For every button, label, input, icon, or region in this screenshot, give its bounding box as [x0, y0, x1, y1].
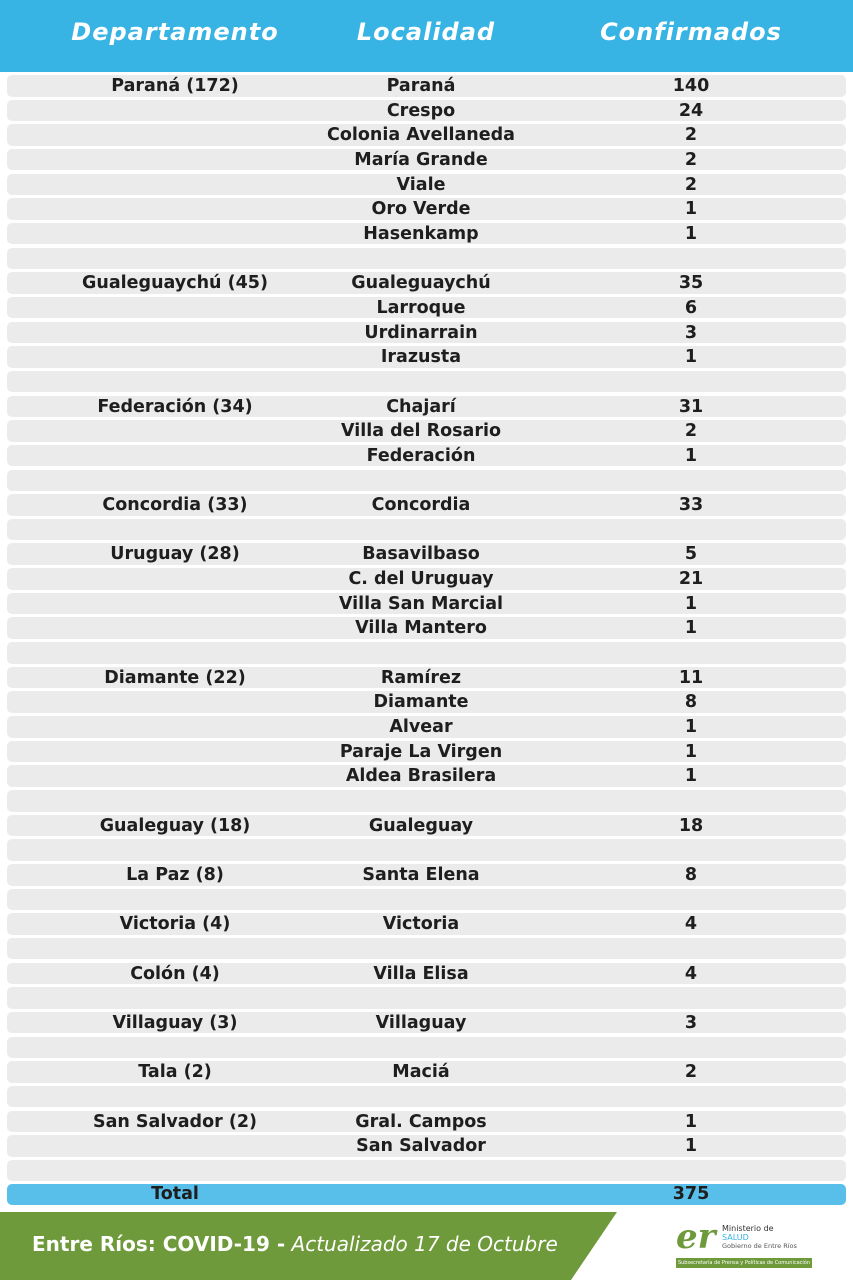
confirmed-cell: 2	[684, 125, 698, 146]
total-row	[7, 1184, 846, 1205]
table-row	[7, 1086, 846, 1108]
confirmed-cell: 1	[684, 199, 698, 220]
locality-cell: Maciá	[392, 1062, 450, 1083]
confirmed-cell: 6	[684, 297, 698, 318]
locality-cell: Larroque	[376, 297, 466, 318]
locality-cell: San Salvador	[356, 1136, 486, 1157]
locality-cell: Victoria	[382, 914, 460, 935]
table-row	[7, 741, 846, 763]
table-row	[7, 839, 846, 861]
confirmed-cell: 4	[684, 963, 698, 984]
table-row	[7, 716, 846, 738]
table-row	[7, 642, 846, 664]
confirmed-cell: 3	[684, 322, 698, 343]
confirmed-cell: 1	[684, 766, 698, 787]
confirmed-cell: 1	[684, 717, 698, 738]
confirmed-cell: 24	[678, 100, 704, 121]
locality-cell: Aldea Brasilera	[345, 766, 497, 787]
locality-cell: Gral. Campos	[355, 1111, 487, 1132]
table-row	[7, 790, 846, 812]
confirmed-cell: 3	[684, 1012, 698, 1033]
locality-cell: María Grande	[354, 149, 488, 170]
table-row	[7, 420, 846, 442]
confirmed-cell: 8	[684, 692, 698, 713]
locality-cell: Basavilbaso	[362, 544, 480, 565]
table-row	[7, 322, 846, 344]
confirmed-cell: 1	[684, 347, 698, 368]
department-cell: Gualeguay (18)	[99, 815, 251, 836]
locality-cell: Diamante	[373, 692, 469, 713]
logo-line3: Gobierno de Entre Ríos	[722, 1242, 797, 1250]
confirmed-cell: 2	[684, 1062, 698, 1083]
table-row	[7, 272, 846, 294]
locality-cell: Villa San Marcial	[338, 593, 504, 614]
table-row	[7, 1160, 846, 1182]
locality-cell: Crespo	[386, 100, 456, 121]
locality-cell: Villaguay	[375, 1012, 467, 1033]
confirmed-cell: 1	[684, 1136, 698, 1157]
locality-cell: Villa del Rosario	[341, 421, 501, 442]
confirmed-cell: 31	[678, 396, 704, 417]
confirmed-cell: 35	[678, 273, 704, 294]
department-cell: Victoria (4)	[119, 914, 231, 935]
table-row	[7, 124, 846, 146]
confirmed-cell: 5	[684, 544, 698, 565]
confirmed-cell: 1	[684, 593, 698, 614]
department-cell: Federación (34)	[97, 396, 253, 417]
table-row	[7, 75, 846, 97]
locality-cell: Viale	[396, 174, 446, 195]
locality-cell: Ramírez	[380, 667, 462, 688]
table-row	[7, 691, 846, 713]
table-row	[7, 174, 846, 196]
confirmed-cell: 1	[684, 618, 698, 639]
locality-cell: Hasenkamp	[363, 223, 479, 244]
locality-cell: Federación	[366, 445, 476, 466]
table-row	[7, 248, 846, 270]
table-row	[7, 346, 846, 368]
table-row	[7, 765, 846, 787]
table-row	[7, 470, 846, 492]
table-row	[7, 100, 846, 122]
confirmed-cell: 140	[672, 76, 710, 96]
department-cell: Paraná (172)	[111, 76, 239, 96]
department-cell: Concordia (33)	[102, 495, 248, 516]
locality-cell: Villa Mantero	[355, 618, 487, 639]
table-row	[7, 1037, 846, 1059]
table-body	[7, 75, 846, 1185]
header-departamento: Departamento	[71, 18, 279, 46]
er-logo-icon: er	[676, 1217, 716, 1257]
department-cell: Diamante (22)	[104, 667, 246, 688]
locality-cell: Paraná	[386, 76, 456, 96]
table-row	[7, 1135, 846, 1157]
locality-cell: Concordia	[371, 495, 471, 516]
confirmed-cell: 21	[678, 569, 704, 590]
table-row	[7, 938, 846, 960]
footer-title	[32, 1232, 558, 1256]
logo-band: Subsecretaría de Prensa y Políticas de Comunicación	[677, 1260, 811, 1266]
locality-cell: Paraje La Virgen	[339, 741, 503, 762]
locality-cell: Santa Elena	[362, 865, 480, 885]
confirmed-cell: 18	[678, 815, 704, 836]
locality-cell: Gualeguay	[368, 815, 474, 836]
locality-cell: Oro Verde	[371, 199, 471, 220]
table-row	[7, 864, 846, 886]
logo-line2: SALUD	[722, 1233, 749, 1242]
department-cell: Colón (4)	[130, 963, 220, 984]
locality-cell: Alvear	[389, 717, 453, 738]
locality-cell: C. del Uruguay	[348, 569, 494, 590]
department-cell: Villaguay (3)	[112, 1012, 238, 1033]
total-label: Total	[151, 1184, 199, 1204]
confirmed-cell: 2	[684, 421, 698, 442]
table-row	[7, 371, 846, 393]
table-row	[7, 617, 846, 639]
locality-cell: Urdinarrain	[364, 322, 478, 343]
locality-cell: Irazusta	[380, 347, 462, 368]
confirmed-cell: 1	[684, 445, 698, 466]
confirmed-cell: 2	[684, 149, 698, 170]
footer-title-main: Entre Ríos: COVID-19 -	[32, 1232, 286, 1256]
table-row	[7, 198, 846, 220]
footer-updated: Actualizado 17 de Octubre	[291, 1232, 558, 1256]
table-row	[7, 297, 846, 319]
department-cell: Tala (2)	[138, 1062, 212, 1083]
table-row	[7, 1061, 846, 1083]
ministerio-salud-logo	[672, 1218, 822, 1272]
confirmed-cell: 4	[684, 914, 698, 935]
table-row	[7, 1012, 846, 1034]
table-row	[7, 1111, 846, 1133]
table-row	[7, 149, 846, 171]
table-header	[0, 0, 853, 72]
table-row	[7, 963, 846, 985]
table-row	[7, 543, 846, 565]
total-value: 375	[672, 1184, 710, 1204]
table-row	[7, 519, 846, 541]
header-confirmados: Confirmados	[600, 18, 782, 46]
table-row	[7, 396, 846, 418]
confirmed-cell: 1	[684, 1111, 698, 1132]
confirmed-cell: 2	[684, 174, 698, 195]
locality-cell: Villa Elisa	[373, 963, 469, 984]
department-cell: La Paz (8)	[126, 865, 224, 885]
confirmed-cell: 33	[678, 495, 704, 516]
table-row	[7, 593, 846, 615]
locality-cell: Chajarí	[386, 396, 456, 417]
table-row	[7, 815, 846, 837]
table-row	[7, 494, 846, 516]
locality-cell: Colonia Avellaneda	[327, 125, 515, 146]
table-row	[7, 913, 846, 935]
confirmed-cell: 8	[684, 865, 698, 885]
table-row	[7, 568, 846, 590]
table-row	[7, 667, 846, 689]
logo-line1: Ministerio de	[722, 1224, 774, 1233]
confirmed-cell: 1	[684, 741, 698, 762]
department-cell: San Salvador (2)	[92, 1111, 258, 1132]
locality-cell: Gualeguaychú	[351, 273, 491, 294]
header-localidad: Localidad	[356, 18, 496, 46]
confirmed-cell: 1	[684, 223, 698, 244]
table-row	[7, 223, 846, 245]
department-cell: Uruguay (28)	[110, 544, 240, 565]
table-row	[7, 889, 846, 911]
table-row	[7, 987, 846, 1009]
department-cell: Gualeguaychú (45)	[82, 273, 268, 294]
table-row	[7, 445, 846, 467]
confirmed-cell: 11	[678, 667, 704, 688]
